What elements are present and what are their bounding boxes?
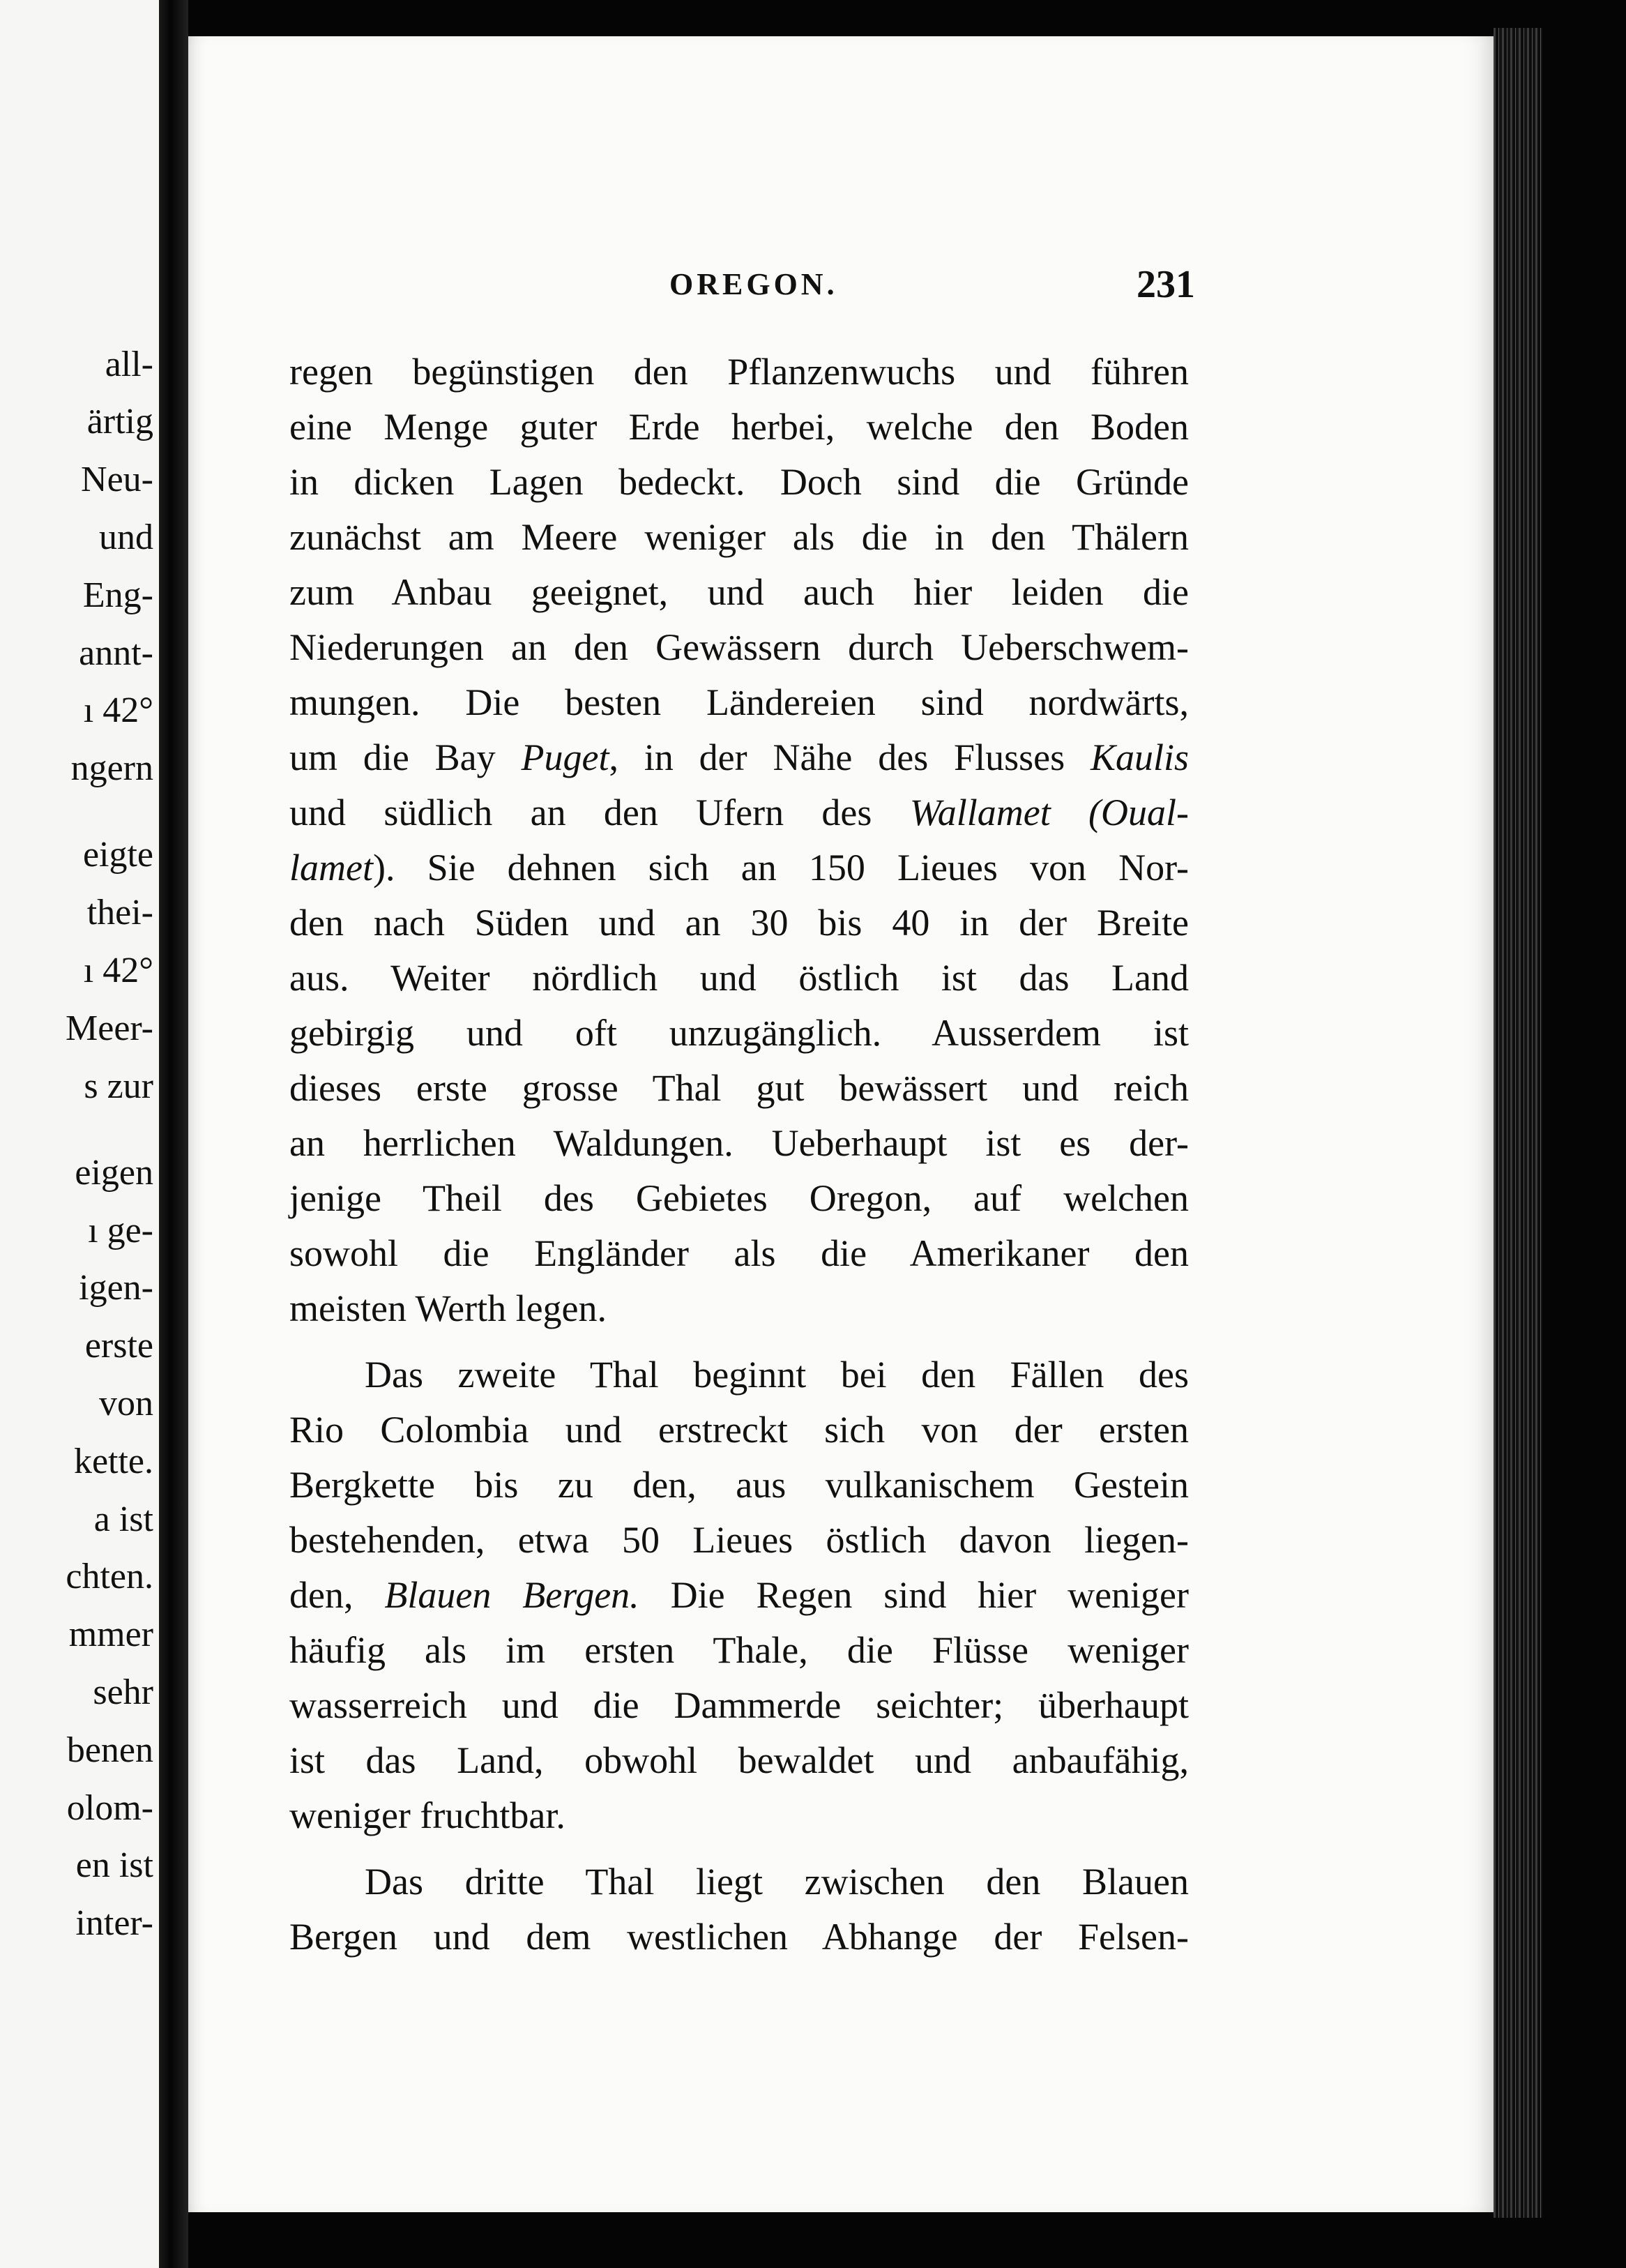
text-line (289, 785, 1189, 840)
text-span: aus. Weiter nördlich und östlich ist das Land (289, 957, 1189, 999)
previous-page-line: benen (66, 1730, 153, 1770)
text-line (289, 1568, 1189, 1623)
text-line (289, 1910, 1189, 1965)
text-line (289, 1006, 1189, 1061)
text-line (289, 400, 1189, 455)
text-span: ). Sie dehnen sich an 150 Lieues von Nor- (372, 847, 1189, 889)
text-span: Rio Colombia und erstreckt sich von der ersten (289, 1409, 1189, 1451)
text-span: Das dritte Thal liegt zwischen den Blauen (365, 1861, 1189, 1903)
text-line (289, 1281, 1189, 1336)
text-line (289, 895, 1189, 951)
text-line (289, 1513, 1189, 1568)
text-span: bestehenden, etwa 50 Lieues östlich davon liegen- (289, 1519, 1189, 1561)
text-line (289, 951, 1189, 1006)
text-span: regen begünstigen den Pflanzenwuchs und führen (289, 351, 1189, 393)
text-span: dieses erste grosse Thal gut bewässert und reich (289, 1067, 1189, 1109)
text-line (289, 565, 1189, 620)
text-line (289, 1403, 1189, 1458)
book-page (188, 36, 1494, 2212)
previous-page-line: inter- (75, 1903, 153, 1944)
text-span: den nach Süden und an 30 bis 40 in der Breite (289, 902, 1189, 944)
page-edges (1494, 28, 1542, 2218)
previous-page-line: ärtig (86, 402, 153, 442)
text-span: , in der Nähe des Flusses (609, 736, 1091, 778)
text-span: meisten Werth legen. (289, 1287, 607, 1329)
body-text (289, 345, 1189, 1965)
text-span: sowohl die Engländer als die Amerikaner den (289, 1232, 1189, 1274)
italic-text-span: Puget (521, 736, 609, 778)
text-span: Bergkette bis zu den, aus vulkanischem Gestein (289, 1464, 1189, 1506)
text-line (289, 455, 1189, 510)
text-line (289, 1116, 1189, 1171)
text-line (289, 1678, 1189, 1733)
text-span: wasserreich und die Dammerde seichter; überhaupt (289, 1684, 1189, 1726)
previous-page-line: und (99, 517, 153, 558)
text-span: den, (289, 1574, 385, 1616)
text-span: Bergen und dem westlichen Abhange der Felsen- (289, 1916, 1189, 1958)
previous-page-line: chten. (66, 1557, 153, 1597)
text-span: Die Regen sind hier weniger (639, 1574, 1190, 1616)
previous-page-line: ı 42° (83, 690, 153, 731)
text-line (289, 1458, 1189, 1513)
text-span: Das zweite Thal beginnt bei den Fällen des (365, 1354, 1189, 1396)
previous-page-line: mmer (68, 1615, 153, 1655)
previous-page-line: annt- (79, 633, 153, 673)
text-span: weniger fruchtbar. (289, 1794, 565, 1836)
text-span: häufig als im ersten Thale, die Flüsse weniger (289, 1629, 1189, 1671)
text-line (289, 510, 1189, 565)
text-line (289, 1347, 1189, 1403)
text-line (289, 1061, 1189, 1116)
text-span: um die Bay (289, 736, 522, 778)
previous-page-fragment (0, 0, 159, 2268)
italic-text-span: Wallamet (Oual- (909, 792, 1189, 833)
italic-text-span: Kaulis (1090, 736, 1189, 778)
previous-page-line: s zur (84, 1066, 153, 1106)
previous-page-line: olom- (66, 1787, 153, 1828)
previous-page-line: Meer- (66, 1008, 153, 1048)
previous-page-line: en ist (75, 1845, 153, 1886)
text-line (289, 730, 1189, 785)
previous-page-line: ngern (70, 748, 153, 789)
text-span: in dicken Lagen bedeckt. Doch sind die Gründe (289, 461, 1189, 503)
previous-page-line: thei- (86, 893, 153, 933)
text-span: Niederungen an den Gewässern durch Ueberschwem- (289, 626, 1189, 668)
previous-page-line: ı ge- (88, 1210, 153, 1250)
text-span: zunächst am Meere weniger als die in den Thälern (289, 516, 1189, 558)
running-title: OREGON. (669, 267, 838, 301)
text-line (289, 1733, 1189, 1788)
text-line (289, 675, 1189, 730)
text-span: an herrlichen Waldungen. Ueberhaupt ist es der- (289, 1122, 1189, 1164)
italic-text-span: lamet (289, 847, 373, 889)
book-gutter (159, 0, 188, 2268)
text-line (289, 1788, 1189, 1843)
previous-page-line: Neu- (81, 460, 153, 500)
italic-text-span: Blauen Bergen. (384, 1574, 639, 1616)
text-line (289, 840, 1189, 895)
text-line (289, 620, 1189, 675)
text-span: ist das Land, obwohl bewaldet und anbaufähig, (289, 1739, 1189, 1781)
previous-page-line: erste (84, 1326, 153, 1366)
previous-page-line: von (99, 1384, 153, 1424)
text-span: mungen. Die besten Ländereien sind nordwärts, (289, 681, 1189, 723)
previous-page-line: all- (105, 344, 153, 384)
previous-page-line: sehr (93, 1672, 153, 1713)
previous-page-line: Eng- (82, 575, 153, 615)
previous-page-line: kette. (73, 1441, 153, 1481)
text-span: zum Anbau geeignet, und auch hier leiden die (289, 571, 1189, 613)
previous-page-line: eigte (82, 835, 153, 875)
text-span: gebirgig und oft unzugänglich. Ausserdem ist (289, 1012, 1189, 1054)
page-number: 231 (1137, 263, 1195, 306)
previous-page-line: igen- (79, 1268, 153, 1308)
text-span: und südlich an den Ufern des (289, 792, 910, 833)
previous-page-line: ı 42° (83, 951, 153, 991)
text-line (289, 1854, 1189, 1910)
text-line (289, 1623, 1189, 1678)
text-line (289, 1171, 1189, 1226)
text-line (289, 345, 1189, 400)
previous-page-line: eigen (75, 1152, 153, 1193)
text-span: jenige Theil des Gebietes Oregon, auf welchen (289, 1177, 1189, 1219)
running-head (188, 263, 1494, 315)
text-line (289, 1226, 1189, 1281)
previous-page-line: a ist (93, 1499, 153, 1539)
text-span: eine Menge guter Erde herbei, welche den Boden (289, 406, 1189, 448)
